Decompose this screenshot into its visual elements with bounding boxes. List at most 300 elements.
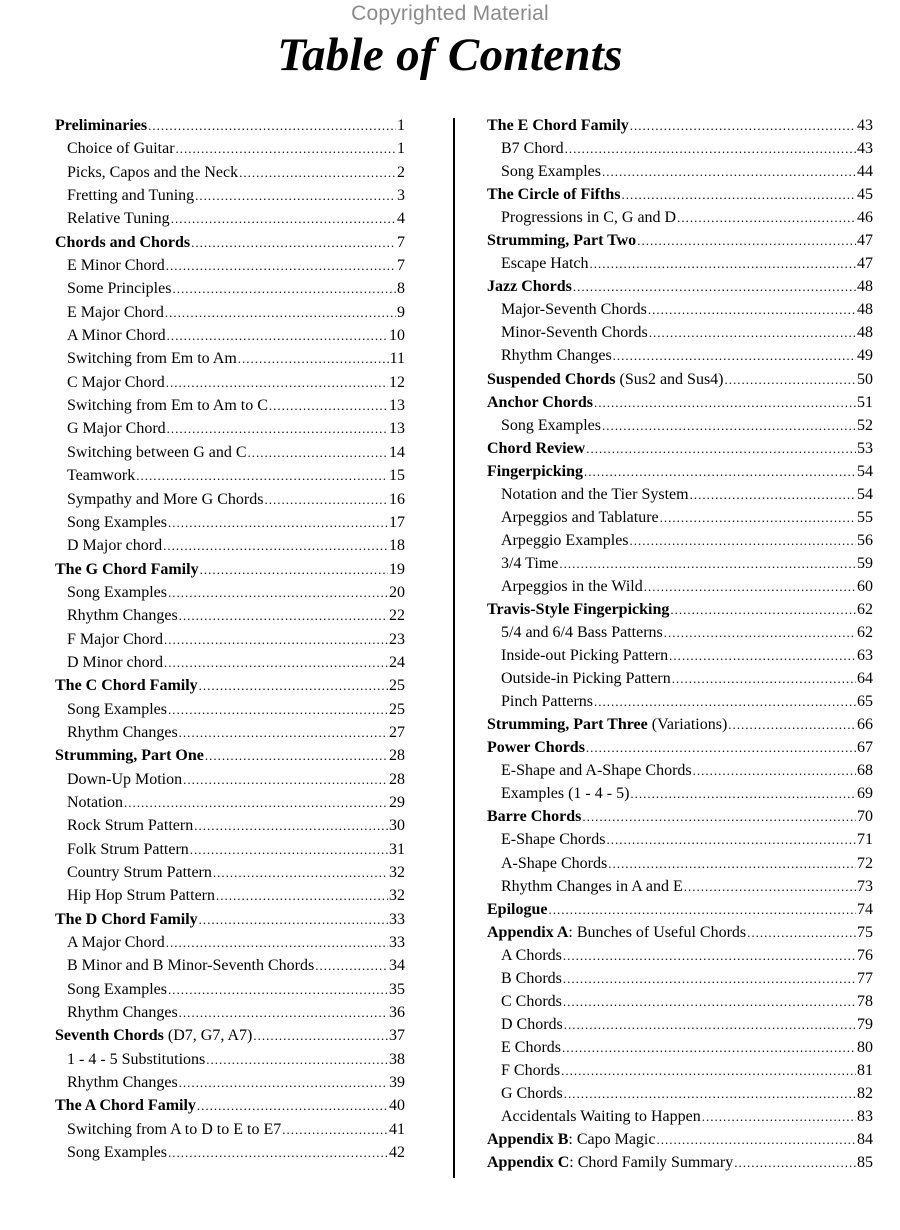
- dot-leader: [264, 492, 388, 508]
- toc-entry-label: Preliminaries: [55, 117, 148, 134]
- toc-subsection-entry: [55, 701, 405, 724]
- toc-entry-title: [67, 1074, 178, 1092]
- toc-subsection-entry: [487, 209, 873, 232]
- toc-page-number: 62: [857, 624, 873, 642]
- toc-entry-title: [67, 887, 215, 905]
- toc-subsection-entry: [487, 140, 873, 163]
- dot-leader: [124, 795, 388, 811]
- toc-entry-title: [487, 463, 583, 481]
- toc-entry-title: [487, 371, 724, 389]
- dot-leader: [165, 305, 396, 321]
- toc-subsection-entry: [55, 537, 405, 560]
- toc-subsection-entry: [55, 164, 405, 187]
- dot-leader: [573, 279, 856, 295]
- toc-entry-label: Relative Tuning: [67, 210, 170, 228]
- toc-entry-label: Song Examples: [67, 583, 167, 601]
- toc-page-number: 1: [397, 117, 405, 134]
- toc-column-left: [55, 117, 405, 1167]
- toc-entry-title: [501, 417, 601, 435]
- toc-subsection-entry: [55, 467, 405, 490]
- dot-leader: [176, 141, 396, 157]
- toc-entry-label: Progressions in C, G and D: [501, 209, 677, 227]
- dot-leader: [670, 602, 856, 618]
- toc-entry-label: D Chords: [501, 1015, 563, 1033]
- toc-entry-title: [55, 1027, 252, 1045]
- dot-leader: [690, 487, 856, 503]
- toc-entry-label: Appendix A: [487, 923, 569, 941]
- toc-page-number: 71: [857, 831, 873, 849]
- toc-page-number: 36: [389, 1004, 405, 1022]
- toc-page-number: 8: [397, 280, 405, 298]
- toc-subsection-entry: [487, 255, 873, 278]
- toc-entry-label: 5/4 and 6/4 Bass Patterns: [501, 624, 663, 642]
- toc-subsection-entry: [487, 163, 873, 186]
- toc-entry-title: [67, 164, 238, 182]
- dot-leader: [168, 982, 388, 998]
- toc-entry-title: [501, 624, 663, 642]
- toc-entry-title: [487, 394, 593, 412]
- toc-entry-title: [501, 578, 643, 596]
- toc-entry-label: Anchor Chords: [487, 393, 593, 411]
- dot-leader: [684, 879, 856, 895]
- toc-subsection-entry: [487, 1085, 873, 1108]
- toc-entry-label: Travis-Style Fingerpicking: [487, 600, 670, 618]
- dot-leader: [136, 468, 388, 484]
- dot-leader: [606, 832, 856, 848]
- dot-leader: [725, 372, 856, 388]
- dot-leader: [648, 302, 856, 318]
- toc-entry-label: Some Principles: [67, 280, 172, 298]
- toc-page-number: 33: [389, 910, 405, 928]
- toc-subsection-entry: [55, 210, 405, 233]
- toc-entry-label: Examples (1 - 4 - 5): [501, 785, 630, 803]
- toc-page-number: 63: [857, 647, 873, 665]
- dot-leader: [200, 562, 388, 578]
- toc-entry-label: Rhythm Changes: [67, 607, 178, 625]
- toc-page-number: 24: [389, 653, 405, 671]
- toc-page-number: 10: [389, 327, 405, 345]
- toc-section-entry: [55, 117, 405, 140]
- toc-section-entry: [487, 278, 873, 301]
- toc-entry-label: Inside-out Picking Pattern: [501, 647, 669, 665]
- toc-page-number: 1: [397, 140, 405, 158]
- dot-leader: [179, 1005, 388, 1021]
- toc-entry-title: [55, 117, 147, 135]
- toc-entry-title: [501, 831, 605, 849]
- toc-page-number: 34: [389, 957, 405, 975]
- dot-leader: [602, 418, 856, 434]
- toc-subsection-entry: [487, 324, 873, 347]
- toc-entry-title: [487, 232, 636, 250]
- toc-page-number: 54: [857, 462, 873, 480]
- toc-page-number: 45: [857, 186, 873, 204]
- dot-leader: [168, 515, 388, 531]
- toc-page-number: 68: [857, 762, 873, 780]
- toc-page-number: 37: [389, 1027, 405, 1045]
- toc-page-number: 32: [389, 864, 405, 881]
- toc-section-entry: [55, 747, 405, 770]
- toc-subsection-entry: [487, 693, 873, 716]
- toc-subsection-entry: [55, 514, 405, 537]
- toc-entry-title: [487, 278, 572, 296]
- toc-subsection-entry: [55, 841, 405, 864]
- toc-entry-label: Power Chords: [487, 739, 585, 757]
- toc-section-entry: [487, 232, 873, 255]
- toc-entry-label: A-Shape Chords: [501, 854, 608, 872]
- dot-leader: [660, 510, 856, 526]
- toc-page-number: 78: [857, 992, 873, 1010]
- toc-subsection-entry: [487, 1108, 873, 1131]
- toc-entry-title: [67, 864, 212, 882]
- toc-entry-qualifier: : Bunches of Useful Chords: [568, 923, 747, 941]
- toc-column-right: [487, 117, 873, 1177]
- toc-subsection-entry: [55, 794, 405, 817]
- toc-subsection-entry: [55, 420, 405, 443]
- toc-section-entry: [487, 371, 873, 394]
- toc-entry-label: Song Examples: [67, 980, 167, 998]
- toc-section-entry: [487, 1131, 873, 1154]
- toc-page-number: 64: [857, 670, 873, 688]
- dot-leader: [564, 1017, 856, 1033]
- toc-entry-label: G Chords: [501, 1084, 563, 1102]
- toc-page-number: 11: [389, 350, 405, 368]
- toc-entry-title: [501, 1039, 561, 1057]
- toc-page-number: 13: [389, 420, 405, 438]
- toc-entry-label: Picks, Capos and the Neck: [67, 163, 239, 181]
- toc-entry-label: Accidentals Waiting to Happen: [501, 1108, 701, 1126]
- toc-entry-label: Switching between G and C: [67, 443, 247, 461]
- toc-entry-label: Down-Up Motion: [67, 770, 183, 788]
- toc-entry-label: Arpeggios in the Wild: [501, 577, 643, 595]
- toc-page-number: 66: [857, 716, 873, 734]
- toc-section-entry: [487, 1154, 873, 1177]
- dot-leader: [586, 740, 856, 756]
- dot-leader: [602, 164, 856, 180]
- toc-entry-label: Appendix B: [487, 1131, 569, 1149]
- toc-entry-title: [487, 716, 727, 734]
- dot-leader: [630, 786, 856, 802]
- toc-entry-title: [67, 1121, 281, 1139]
- toc-page-number: 4: [397, 210, 405, 228]
- toc-entry-label: Switching from Em to Am: [67, 350, 237, 368]
- toc-entry-label: B7 Chord: [501, 140, 564, 158]
- toc-entry-title: [501, 855, 607, 873]
- toc-page-number: 28: [389, 747, 405, 765]
- toc-subsection-entry: [55, 350, 405, 373]
- toc-entry-title: [487, 186, 620, 204]
- toc-entry-title: [67, 841, 189, 859]
- toc-page-number: 15: [389, 467, 405, 485]
- toc-subsection-entry: [55, 444, 405, 467]
- toc-section-entry: [487, 739, 873, 762]
- toc-page-number: 17: [389, 513, 405, 531]
- toc-section-entry: [487, 601, 873, 624]
- toc-subsection-entry: [487, 993, 873, 1016]
- toc-page-number: 40: [389, 1097, 405, 1115]
- toc-subsection-entry: [55, 957, 405, 980]
- toc-entry-title: [501, 1062, 560, 1080]
- toc-page-number: 52: [857, 416, 873, 434]
- toc-entry-label: The D Chord Family: [55, 910, 198, 928]
- toc-entry-title: [55, 234, 190, 252]
- toc-entry-label: Jazz Chords: [487, 278, 572, 296]
- toc-subsection-entry: [487, 555, 873, 578]
- dot-leader: [563, 948, 856, 964]
- toc-entry-label: D Major chord: [67, 537, 163, 555]
- toc-entry-title: [487, 808, 581, 826]
- toc-entry-label: Fingerpicking: [487, 462, 584, 480]
- toc-page-number: 7: [397, 257, 405, 275]
- toc-subsection-entry: [487, 878, 873, 901]
- dot-leader: [562, 1040, 856, 1056]
- toc-entry-label: E-Shape Chords: [501, 831, 606, 849]
- dot-leader: [693, 763, 856, 779]
- toc-page-number: 39: [389, 1074, 405, 1092]
- dot-leader: [747, 925, 856, 941]
- toc-entry-title: [487, 601, 669, 619]
- dot-leader: [248, 445, 388, 461]
- toc-entry-title: [501, 209, 676, 227]
- toc-entry-label: The A Chord Family: [55, 1097, 196, 1115]
- toc-entry-qualifier: (Sus2 and Sus4): [615, 370, 724, 388]
- toc-entry-title: [501, 324, 648, 342]
- toc-page-number: 59: [857, 554, 873, 572]
- toc-entry-label: Epilogue: [487, 900, 548, 918]
- toc-section-entry: [55, 677, 405, 700]
- toc-entry-label: Chords and Chords: [55, 233, 191, 251]
- dot-leader: [590, 256, 856, 272]
- toc-page-number: 38: [389, 1050, 405, 1068]
- toc-subsection-entry: [487, 785, 873, 808]
- toc-entry-label: A Minor Chord: [67, 327, 166, 345]
- toc-entry-title: [501, 785, 629, 803]
- toc-entry-qualifier: (Variations): [647, 716, 728, 734]
- toc-entry-label: E Major Chord: [67, 303, 164, 321]
- toc-page-number: 13: [389, 397, 405, 415]
- toc-entry-title: [501, 1085, 563, 1103]
- toc-entry-label: The C Chord Family: [55, 677, 198, 695]
- dot-leader: [564, 1086, 856, 1102]
- dot-leader: [637, 233, 856, 249]
- toc-page-number: 43: [857, 140, 873, 158]
- toc-page-number: 74: [857, 900, 873, 918]
- toc-page-number: 46: [857, 209, 873, 227]
- toc-subsection-entry: [55, 304, 405, 327]
- toc-subsection-entry: [55, 374, 405, 397]
- toc-subsection-entry: [487, 532, 873, 555]
- toc-subsection-entry: [55, 187, 405, 210]
- toc-entry-title: [67, 1004, 178, 1022]
- dot-leader: [282, 1122, 388, 1138]
- toc-page-number: 49: [857, 347, 873, 365]
- toc-entry-label: A Major Chord: [67, 934, 165, 952]
- toc-page-number: 51: [857, 393, 873, 411]
- toc-subsection-entry: [487, 970, 873, 993]
- toc-page-number: 81: [857, 1061, 873, 1079]
- toc-subsection-entry: [487, 762, 873, 785]
- toc-entry-label: Barre Chords: [487, 808, 582, 826]
- toc-subsection-entry: [55, 397, 405, 420]
- toc-page-number: 76: [857, 946, 873, 964]
- toc-entry-title: [501, 255, 589, 273]
- toc-entry-title: [501, 555, 558, 573]
- dot-leader: [179, 1075, 388, 1091]
- dot-leader: [728, 717, 856, 733]
- toc-entry-title: [487, 440, 585, 458]
- toc-entry-title: [67, 794, 123, 812]
- toc-subsection-entry: [55, 280, 405, 303]
- dot-leader: [168, 585, 388, 601]
- dot-leader: [199, 678, 388, 694]
- toc-entry-label: Rock Strum Pattern: [67, 817, 194, 835]
- toc-page-number: 43: [857, 117, 873, 134]
- toc-entry-title: [67, 981, 167, 999]
- toc-entry-title: [67, 654, 163, 672]
- dot-leader: [166, 258, 396, 274]
- toc-page-number: 41: [389, 1120, 405, 1138]
- toc-page-number: 12: [389, 373, 405, 391]
- toc-section-entry: [55, 911, 405, 934]
- toc-entry-label: Rhythm Changes in A and E: [501, 877, 683, 895]
- toc-page-number: 75: [857, 923, 873, 941]
- toc-entry-label: Rhythm Changes: [67, 1004, 178, 1022]
- toc-entry-title: [501, 762, 692, 780]
- dot-leader: [167, 421, 388, 437]
- toc-page-number: 22: [389, 607, 405, 625]
- copyright-watermark: Copyrighted Material: [351, 2, 549, 25]
- toc-section-entry: [487, 186, 873, 209]
- toc-entry-title: [67, 817, 193, 835]
- toc-entry-label: Rhythm Changes: [501, 347, 612, 365]
- toc-entry-title: [67, 304, 164, 322]
- toc-entry-label: Choice of Guitar: [67, 140, 175, 158]
- toc-entry-title: [67, 537, 162, 555]
- toc-subsection-entry: [487, 647, 873, 670]
- toc-page-number: 23: [389, 630, 405, 648]
- toc-page-number: 25: [389, 700, 405, 718]
- toc-entry-title: [67, 491, 263, 509]
- toc-section-entry: [55, 561, 405, 584]
- toc-section-entry: [487, 901, 873, 924]
- toc-entry-title: [67, 1051, 205, 1069]
- toc-page-number: 56: [857, 531, 873, 549]
- toc-subsection-entry: [487, 301, 873, 324]
- toc-entry-title: [501, 1016, 563, 1034]
- toc-subsection-entry: [487, 855, 873, 878]
- dot-leader: [197, 1098, 388, 1114]
- dot-leader: [206, 1052, 388, 1068]
- toc-entry-label: Song Examples: [501, 163, 601, 181]
- toc-page-number: 79: [857, 1015, 873, 1033]
- toc-subsection-entry: [55, 864, 405, 887]
- toc-entry-title: [67, 327, 166, 345]
- toc-page-number: 65: [857, 693, 873, 711]
- toc-subsection-entry: [55, 1051, 405, 1074]
- dot-leader: [167, 328, 388, 344]
- toc-page-number: 55: [857, 508, 873, 526]
- toc-entry-title: [67, 724, 178, 742]
- toc-section-entry: [487, 117, 873, 140]
- toc-entry-title: [67, 187, 194, 205]
- dot-leader: [608, 856, 856, 872]
- dot-leader: [164, 655, 388, 671]
- dot-leader: [561, 1063, 856, 1079]
- dot-leader: [630, 533, 856, 549]
- toc-page-number: 62: [857, 600, 873, 618]
- toc-subsection-entry: [487, 486, 873, 509]
- dot-leader: [594, 395, 856, 411]
- dot-leader: [148, 118, 396, 134]
- toc-entry-title: [501, 878, 683, 896]
- toc-entry-label: Seventh Chords: [55, 1027, 164, 1045]
- toc-entry-label: Notation and the Tier System: [501, 485, 689, 503]
- toc-entry-title: [67, 701, 167, 719]
- toc-entry-label: Arpeggios and Tablature: [501, 508, 659, 526]
- toc-page-number: 33: [389, 934, 405, 952]
- toc-page-number: 9: [397, 303, 405, 321]
- dot-leader: [163, 538, 388, 554]
- toc-entry-label: Switching from Em to Am to C: [67, 397, 268, 415]
- dot-leader: [194, 818, 388, 834]
- toc-subsection-entry: [487, 624, 873, 647]
- toc-entry-title: [67, 467, 135, 485]
- toc-subsection-entry: [55, 257, 405, 280]
- toc-page-number: 77: [857, 969, 873, 987]
- toc-entry-qualifier: : Chord Family Summary: [569, 1154, 734, 1172]
- toc-entry-title: [67, 257, 165, 275]
- toc-entry-label: Sympathy and More G Chords: [67, 490, 264, 508]
- toc-page-number: 29: [389, 793, 405, 811]
- toc-entry-title: [487, 117, 629, 135]
- toc-subsection-entry: [487, 1039, 873, 1062]
- dot-leader: [179, 725, 388, 741]
- toc-entry-title: [501, 1108, 701, 1126]
- toc-page-number: 19: [389, 560, 405, 578]
- toc-entry-title: [501, 140, 564, 158]
- toc-entry-label: Strumming, Part One: [55, 747, 204, 765]
- toc-entry-title: [501, 670, 671, 688]
- toc-subsection-entry: [55, 631, 405, 654]
- toc-entry-label: Chord Review: [487, 439, 586, 457]
- toc-page-number: 25: [389, 677, 405, 695]
- dot-leader: [677, 210, 856, 226]
- toc-page-number: 32: [389, 887, 405, 905]
- dot-leader: [199, 912, 388, 928]
- toc-section-entry: [55, 1097, 405, 1120]
- dot-leader: [216, 888, 388, 904]
- toc-section-entry: [487, 808, 873, 831]
- toc-entry-title: [501, 647, 668, 665]
- toc-subsection-entry: [55, 607, 405, 630]
- dot-leader: [586, 441, 856, 457]
- dot-leader: [672, 671, 856, 687]
- dot-leader: [183, 772, 388, 788]
- toc-page-number: 47: [857, 232, 873, 250]
- toc-entry-title: [67, 957, 314, 975]
- dot-leader: [734, 1155, 856, 1171]
- toc-page-number: 72: [857, 854, 873, 872]
- toc-entry-label: Strumming, Part Two: [487, 232, 637, 250]
- toc-entry-title: [501, 509, 659, 527]
- toc-entry-label: Rhythm Changes: [67, 723, 178, 741]
- toc-entry-label: Song Examples: [67, 513, 167, 531]
- toc-page-number: 18: [389, 537, 405, 555]
- dot-leader: [630, 118, 856, 134]
- toc-section-entry: [55, 234, 405, 257]
- toc-entry-label: C Major Chord: [67, 373, 165, 391]
- dot-leader: [656, 1132, 856, 1148]
- dot-leader: [191, 235, 396, 251]
